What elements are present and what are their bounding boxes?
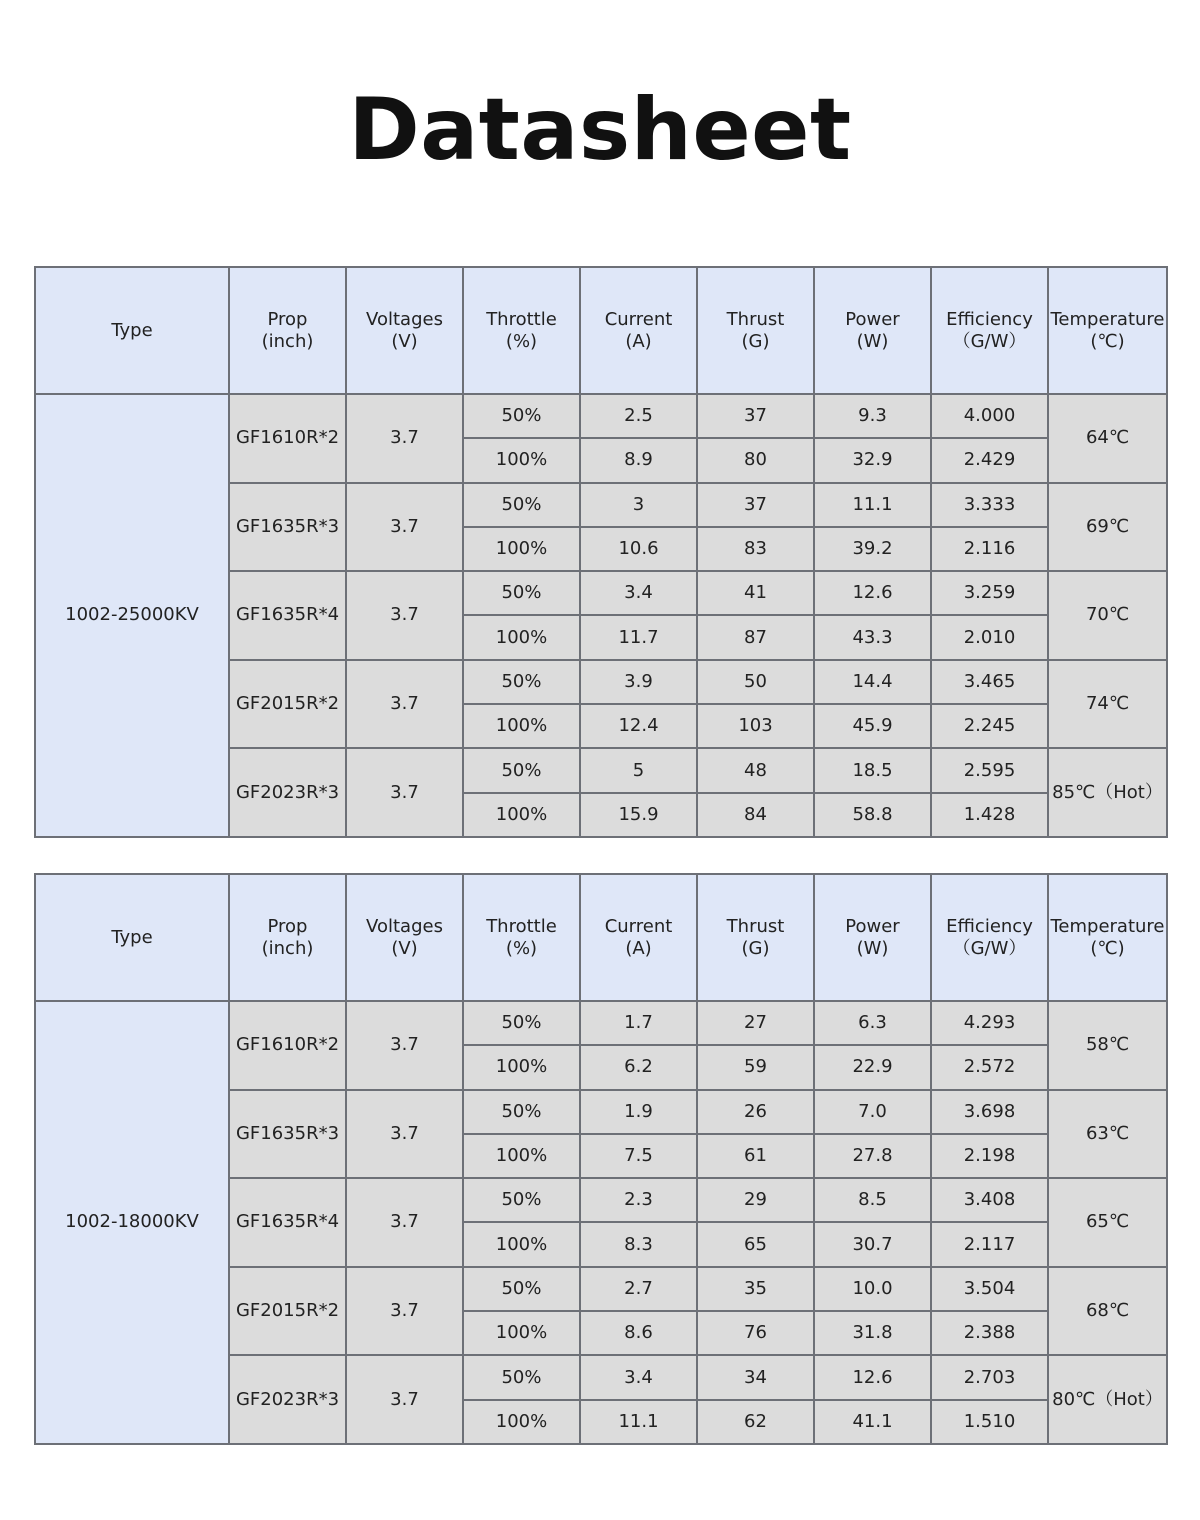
voltage-cell: 3.7: [346, 748, 463, 837]
temperature-cell: 63℃: [1048, 1090, 1167, 1179]
motor-type-cell: 1002-25000KV: [35, 394, 229, 837]
voltage-cell: 3.7: [346, 1001, 463, 1090]
header-prop: [229, 267, 346, 394]
header-label: Power: [845, 308, 900, 330]
header-label: Voltages: [366, 308, 443, 330]
header-voltage: [346, 267, 463, 394]
efficiency-cell: 2.595: [931, 748, 1048, 792]
header-row: [35, 267, 1167, 394]
power-cell: 7.0: [814, 1090, 931, 1134]
voltage-cell: 3.7: [346, 394, 463, 483]
throttle-cell: 50%: [463, 483, 580, 527]
header-unit: (V): [391, 330, 418, 352]
power-cell: 31.8: [814, 1311, 931, 1355]
efficiency-cell: 2.010: [931, 615, 1048, 659]
efficiency-cell: 2.703: [931, 1355, 1048, 1399]
efficiency-cell: 2.116: [931, 527, 1048, 571]
current-cell: 15.9: [580, 793, 697, 837]
power-cell: 11.1: [814, 483, 931, 527]
prop-cell: GF2023R*3: [229, 748, 346, 837]
header-label: Type: [111, 319, 153, 341]
current-cell: 5: [580, 748, 697, 792]
header-temperature: [1048, 267, 1167, 394]
current-cell: 12.4: [580, 704, 697, 748]
current-cell: 8.9: [580, 438, 697, 482]
voltage-cell: 3.7: [346, 1178, 463, 1267]
voltage-cell: 3.7: [346, 1267, 463, 1356]
header-voltage: [346, 874, 463, 1001]
current-cell: 1.9: [580, 1090, 697, 1134]
efficiency-cell: 4.000: [931, 394, 1048, 438]
header-unit: (%): [505, 937, 538, 959]
header-unit: (A): [625, 937, 652, 959]
header-unit: (G): [741, 937, 770, 959]
temperature-cell: 70℃: [1048, 571, 1167, 660]
header-label: Type: [111, 926, 153, 948]
current-cell: 6.2: [580, 1045, 697, 1089]
power-cell: 9.3: [814, 394, 931, 438]
header-unit: (℃): [1090, 937, 1125, 959]
header-unit: (W): [856, 937, 889, 959]
header-throttle: [463, 267, 580, 394]
power-cell: 6.3: [814, 1001, 931, 1045]
header-label: Current: [604, 915, 673, 937]
table-row: [35, 1001, 1167, 1045]
efficiency-cell: 3.259: [931, 571, 1048, 615]
voltage-cell: 3.7: [346, 1355, 463, 1444]
prop-cell: GF1635R*4: [229, 571, 346, 660]
current-cell: 2.3: [580, 1178, 697, 1222]
thrust-cell: 84: [697, 793, 814, 837]
header-unit: (G): [741, 330, 770, 352]
power-cell: 27.8: [814, 1134, 931, 1178]
current-cell: 1.7: [580, 1001, 697, 1045]
efficiency-cell: 3.333: [931, 483, 1048, 527]
power-cell: 8.5: [814, 1178, 931, 1222]
temperature-cell: 85℃（Hot）: [1048, 748, 1167, 837]
header-prop: [229, 874, 346, 1001]
header-unit: (W): [856, 330, 889, 352]
throttle-cell: 100%: [463, 1045, 580, 1089]
efficiency-cell: 3.504: [931, 1267, 1048, 1311]
prop-cell: GF1610R*2: [229, 1001, 346, 1090]
power-cell: 39.2: [814, 527, 931, 571]
voltage-cell: 3.7: [346, 1090, 463, 1179]
header-label: Power: [845, 915, 900, 937]
prop-cell: GF2023R*3: [229, 1355, 346, 1444]
header-temperature: [1048, 874, 1167, 1001]
table-row: [35, 394, 1167, 438]
prop-cell: GF1635R*4: [229, 1178, 346, 1267]
header-throttle: [463, 874, 580, 1001]
voltage-cell: 3.7: [346, 483, 463, 572]
voltage-cell: 3.7: [346, 571, 463, 660]
prop-cell: GF1610R*2: [229, 394, 346, 483]
power-cell: 10.0: [814, 1267, 931, 1311]
header-label: Throttle: [486, 915, 557, 937]
current-cell: 3.9: [580, 660, 697, 704]
current-cell: 3.4: [580, 571, 697, 615]
temperature-cell: 69℃: [1048, 483, 1167, 572]
throttle-cell: 50%: [463, 1267, 580, 1311]
throttle-cell: 50%: [463, 1090, 580, 1134]
throttle-cell: 50%: [463, 571, 580, 615]
header-label: Temperature: [1050, 308, 1165, 330]
throttle-cell: 100%: [463, 438, 580, 482]
thrust-cell: 80: [697, 438, 814, 482]
temperature-cell: 65℃: [1048, 1178, 1167, 1267]
throttle-cell: 100%: [463, 1311, 580, 1355]
page-title: Datasheet: [348, 80, 852, 180]
power-cell: 41.1: [814, 1400, 931, 1444]
thrust-cell: 76: [697, 1311, 814, 1355]
header-thrust: [697, 874, 814, 1001]
header-type: [35, 874, 229, 1001]
header-unit: （G/W）: [952, 937, 1027, 959]
header-label: Efficiency: [946, 308, 1033, 330]
current-cell: 7.5: [580, 1134, 697, 1178]
efficiency-cell: 3.465: [931, 660, 1048, 704]
power-cell: 22.9: [814, 1045, 931, 1089]
header-label: Thrust: [726, 915, 785, 937]
prop-cell: GF1635R*3: [229, 1090, 346, 1179]
header-efficiency: [931, 267, 1048, 394]
header-label: Efficiency: [946, 915, 1033, 937]
power-cell: 12.6: [814, 571, 931, 615]
header-unit: (inch): [261, 330, 314, 352]
voltage-cell: 3.7: [346, 660, 463, 749]
thrust-cell: 37: [697, 394, 814, 438]
current-cell: 11.7: [580, 615, 697, 659]
current-cell: 3.4: [580, 1355, 697, 1399]
header-power: [814, 267, 931, 394]
header-thrust: [697, 267, 814, 394]
temperature-cell: 64℃: [1048, 394, 1167, 483]
throttle-cell: 100%: [463, 615, 580, 659]
efficiency-cell: 1.428: [931, 793, 1048, 837]
temperature-cell: 80℃（Hot）: [1048, 1355, 1167, 1444]
motor-type-cell: 1002-18000KV: [35, 1001, 229, 1444]
throttle-cell: 100%: [463, 1222, 580, 1266]
prop-cell: GF2015R*2: [229, 1267, 346, 1356]
current-cell: 8.3: [580, 1222, 697, 1266]
power-cell: 43.3: [814, 615, 931, 659]
header-type: [35, 267, 229, 394]
throttle-cell: 100%: [463, 793, 580, 837]
header-unit: (inch): [261, 937, 314, 959]
spec-table: [34, 873, 1168, 1445]
spec-table: [34, 266, 1168, 838]
thrust-cell: 83: [697, 527, 814, 571]
header-unit: （G/W）: [952, 330, 1027, 352]
efficiency-cell: 4.293: [931, 1001, 1048, 1045]
thrust-cell: 26: [697, 1090, 814, 1134]
thrust-cell: 50: [697, 660, 814, 704]
thrust-cell: 48: [697, 748, 814, 792]
throttle-cell: 100%: [463, 1134, 580, 1178]
efficiency-cell: 1.510: [931, 1400, 1048, 1444]
prop-cell: GF2015R*2: [229, 660, 346, 749]
thrust-cell: 87: [697, 615, 814, 659]
power-cell: 14.4: [814, 660, 931, 704]
efficiency-cell: 3.698: [931, 1090, 1048, 1134]
header-label: Throttle: [486, 308, 557, 330]
power-cell: 30.7: [814, 1222, 931, 1266]
header-unit: (℃): [1090, 330, 1125, 352]
efficiency-cell: 2.572: [931, 1045, 1048, 1089]
power-cell: 45.9: [814, 704, 931, 748]
current-cell: 10.6: [580, 527, 697, 571]
thrust-cell: 59: [697, 1045, 814, 1089]
throttle-cell: 50%: [463, 748, 580, 792]
efficiency-cell: 2.429: [931, 438, 1048, 482]
power-cell: 58.8: [814, 793, 931, 837]
header-label: Voltages: [366, 915, 443, 937]
thrust-cell: 35: [697, 1267, 814, 1311]
thrust-cell: 62: [697, 1400, 814, 1444]
current-cell: 11.1: [580, 1400, 697, 1444]
header-unit: (%): [505, 330, 538, 352]
temperature-cell: 58℃: [1048, 1001, 1167, 1090]
current-cell: 2.7: [580, 1267, 697, 1311]
thrust-cell: 65: [697, 1222, 814, 1266]
thrust-cell: 29: [697, 1178, 814, 1222]
header-current: [580, 874, 697, 1001]
throttle-cell: 100%: [463, 527, 580, 571]
header-power: [814, 874, 931, 1001]
thrust-cell: 61: [697, 1134, 814, 1178]
header-unit: (A): [625, 330, 652, 352]
throttle-cell: 100%: [463, 704, 580, 748]
temperature-cell: 74℃: [1048, 660, 1167, 749]
header-current: [580, 267, 697, 394]
thrust-cell: 34: [697, 1355, 814, 1399]
header-label: Prop: [267, 308, 308, 330]
throttle-cell: 50%: [463, 1355, 580, 1399]
header-efficiency: [931, 874, 1048, 1001]
prop-cell: GF1635R*3: [229, 483, 346, 572]
current-cell: 8.6: [580, 1311, 697, 1355]
thrust-cell: 37: [697, 483, 814, 527]
temperature-cell: 68℃: [1048, 1267, 1167, 1356]
throttle-cell: 50%: [463, 660, 580, 704]
throttle-cell: 50%: [463, 1001, 580, 1045]
throttle-cell: 50%: [463, 394, 580, 438]
efficiency-cell: 2.117: [931, 1222, 1048, 1266]
header-label: Current: [604, 308, 673, 330]
throttle-cell: 50%: [463, 1178, 580, 1222]
efficiency-cell: 3.408: [931, 1178, 1048, 1222]
efficiency-cell: 2.388: [931, 1311, 1048, 1355]
current-cell: 3: [580, 483, 697, 527]
header-label: Temperature: [1050, 915, 1165, 937]
thrust-cell: 41: [697, 571, 814, 615]
current-cell: 2.5: [580, 394, 697, 438]
thrust-cell: 103: [697, 704, 814, 748]
power-cell: 32.9: [814, 438, 931, 482]
thrust-cell: 27: [697, 1001, 814, 1045]
header-label: Prop: [267, 915, 308, 937]
header-label: Thrust: [726, 308, 785, 330]
efficiency-cell: 2.198: [931, 1134, 1048, 1178]
power-cell: 18.5: [814, 748, 931, 792]
header-row: [35, 874, 1167, 1001]
efficiency-cell: 2.245: [931, 704, 1048, 748]
throttle-cell: 100%: [463, 1400, 580, 1444]
header-unit: (V): [391, 937, 418, 959]
power-cell: 12.6: [814, 1355, 931, 1399]
